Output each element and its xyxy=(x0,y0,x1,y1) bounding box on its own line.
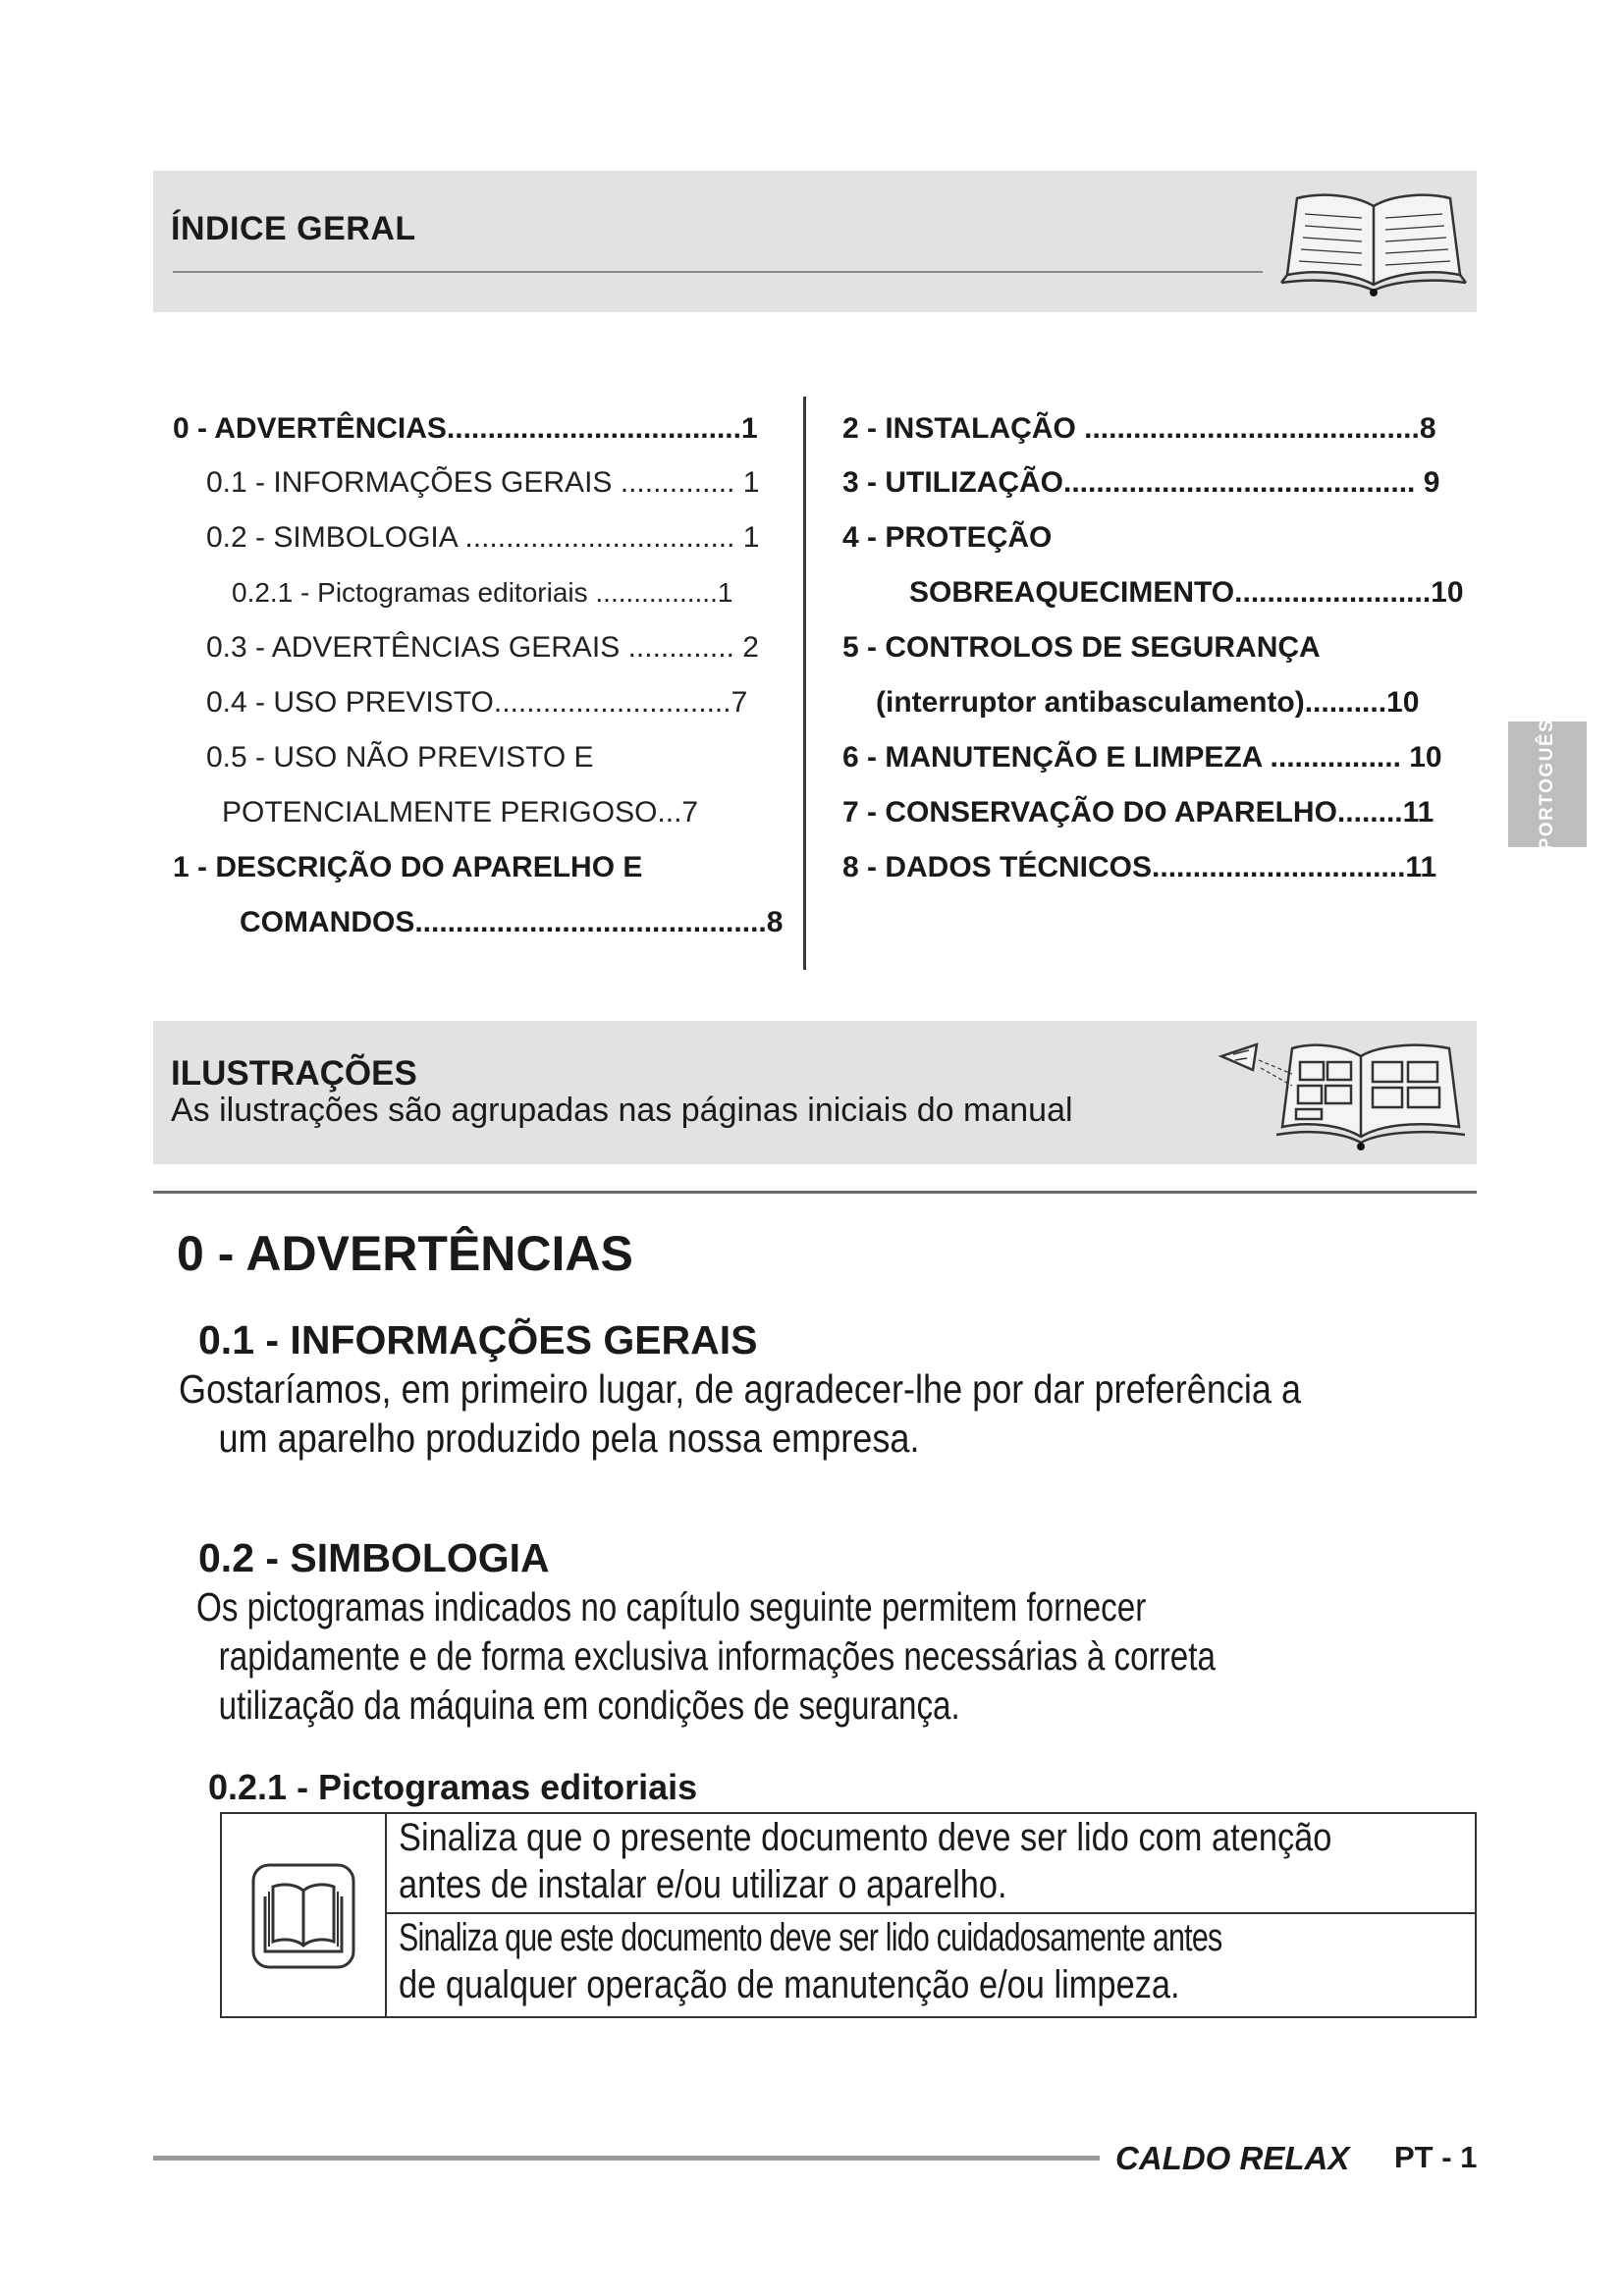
toc-item-0-4[interactable]: 0.4 - USO PREVISTO.............................7 xyxy=(206,686,748,719)
section-0-2-line-1: Os pictogramas indicados no capítulo seguinte permitem fornecer xyxy=(196,1584,1147,1629)
section-0-2-text xyxy=(196,1582,1216,1730)
toc-item-2[interactable]: 2 - INSTALAÇÃO .........................................8 xyxy=(842,412,1436,445)
pictogram-row1-line-2: antes de instalar e/ou utilizar o aparelho. xyxy=(399,1863,1007,1906)
section-0-1-heading: 0.1 - INFORMAÇÕES GERAIS xyxy=(198,1317,758,1362)
footer-product-name: CALDO RELAX xyxy=(1115,2140,1350,2176)
toc-item-1-cont[interactable]: COMANDOS...........................................8 xyxy=(240,906,784,938)
index-title: ÍNDICE GERAL xyxy=(171,210,416,247)
read-manual-icon xyxy=(249,1861,357,1971)
pictogram-row2-line-2: de qualquer operação de manutenção e/ou limpeza. xyxy=(399,1963,1180,2006)
toc-item-4[interactable]: 4 - PROTEÇÃO xyxy=(842,521,1053,554)
toc-item-5[interactable]: 5 - CONTROLOS DE SEGURANÇA xyxy=(842,631,1321,664)
pictogram-row-read-before-maintenance xyxy=(387,1914,1475,2016)
toc-item-0-2[interactable]: 0.2 - SIMBOLOGIA ................................. 1 xyxy=(206,521,760,554)
toc-item-7[interactable]: 7 - CONSERVAÇÃO DO APARELHO........11 xyxy=(842,796,1435,828)
open-book-icon xyxy=(1275,185,1472,300)
illustrations-band xyxy=(153,1021,1477,1164)
pictogram-row1-line-1: Sinaliza que o presente documento deve ser lido com atenção xyxy=(399,1816,1332,1859)
toc-item-3[interactable]: 3 - UTILIZAÇÃO........................................... 9 xyxy=(842,466,1440,499)
pictogram-row-read-before-install xyxy=(387,1814,1475,1914)
illustrations-title: ILUSTRAÇÕES xyxy=(171,1054,417,1093)
section-0-1-line-2: um aparelho produzido pela nossa empresa. xyxy=(218,1415,920,1461)
toc-item-0-5[interactable]: 0.5 - USO NÃO PREVISTO E xyxy=(206,741,594,774)
section-0-2-line-2: rapidamente e de forma exclusiva informações necessárias à correta xyxy=(218,1633,1216,1679)
index-header-band xyxy=(153,171,1477,312)
illustrations-subtitle: As ilustrações são agrupadas nas páginas iniciais do manual xyxy=(171,1092,1073,1129)
footer-page-number: PT - 1 xyxy=(1394,2140,1478,2174)
toc-column-divider xyxy=(803,397,806,970)
toc-item-0[interactable]: 0 - ADVERTÊNCIAS....................................1 xyxy=(173,412,758,445)
toc-item-0-1[interactable]: 0.1 - INFORMAÇÕES GERAIS .............. 1 xyxy=(206,466,760,499)
footer-rule xyxy=(153,2156,1100,2161)
toc-item-6[interactable]: 6 - MANUTENÇÃO E LIMPEZA ................ 10 xyxy=(842,741,1442,774)
toc-item-4-cont[interactable]: SOBREAQUECIMENTO........................10 xyxy=(909,576,1464,609)
pictogram-table xyxy=(220,1812,1477,2018)
toc-item-8[interactable]: 8 - DADOS TÉCNICOS...............................11 xyxy=(842,851,1437,883)
pictogram-icon-cell xyxy=(222,1814,387,2016)
toc-item-0-3[interactable]: 0.3 - ADVERTÊNCIAS GERAIS ............. 2 xyxy=(206,631,759,664)
toc-item-1[interactable]: 1 - DESCRIÇÃO DO APARELHO E xyxy=(173,851,643,883)
toc-item-5-cont[interactable]: (interruptor antibasculamento)..........10 xyxy=(876,686,1420,719)
section-divider xyxy=(153,1191,1477,1194)
language-side-tab xyxy=(1508,718,1587,851)
index-title-rule xyxy=(173,271,1263,273)
section-0-2-1-heading: 0.2.1 - Pictogramas editoriais xyxy=(208,1767,698,1807)
section-0-2-line-3: utilização da máquina em condições de segurança. xyxy=(218,1682,960,1728)
pictogram-row2-line-1: Sinaliza que este documento deve ser lido cuidadosamente antes xyxy=(399,1916,1222,1959)
toc-item-0-2-1[interactable]: 0.2.1 - Pictogramas editoriais ................1 xyxy=(232,577,733,608)
section-0-1-line-1: Gostaríamos, em primeiro lugar, de agradecer-lhe por dar preferência a xyxy=(179,1366,1302,1412)
section-0-heading: 0 - ADVERTÊNCIAS xyxy=(177,1226,633,1281)
section-0-1-text xyxy=(179,1364,1301,1463)
toc-item-0-5-cont[interactable]: POTENCIALMENTE PERIGOSO...7 xyxy=(222,796,699,828)
illustrated-book-icon xyxy=(1214,1031,1469,1154)
section-0-2-heading: 0.2 - SIMBOLOGIA xyxy=(198,1535,550,1580)
language-side-tab-label: PORTOGUÊS xyxy=(1537,718,1557,851)
